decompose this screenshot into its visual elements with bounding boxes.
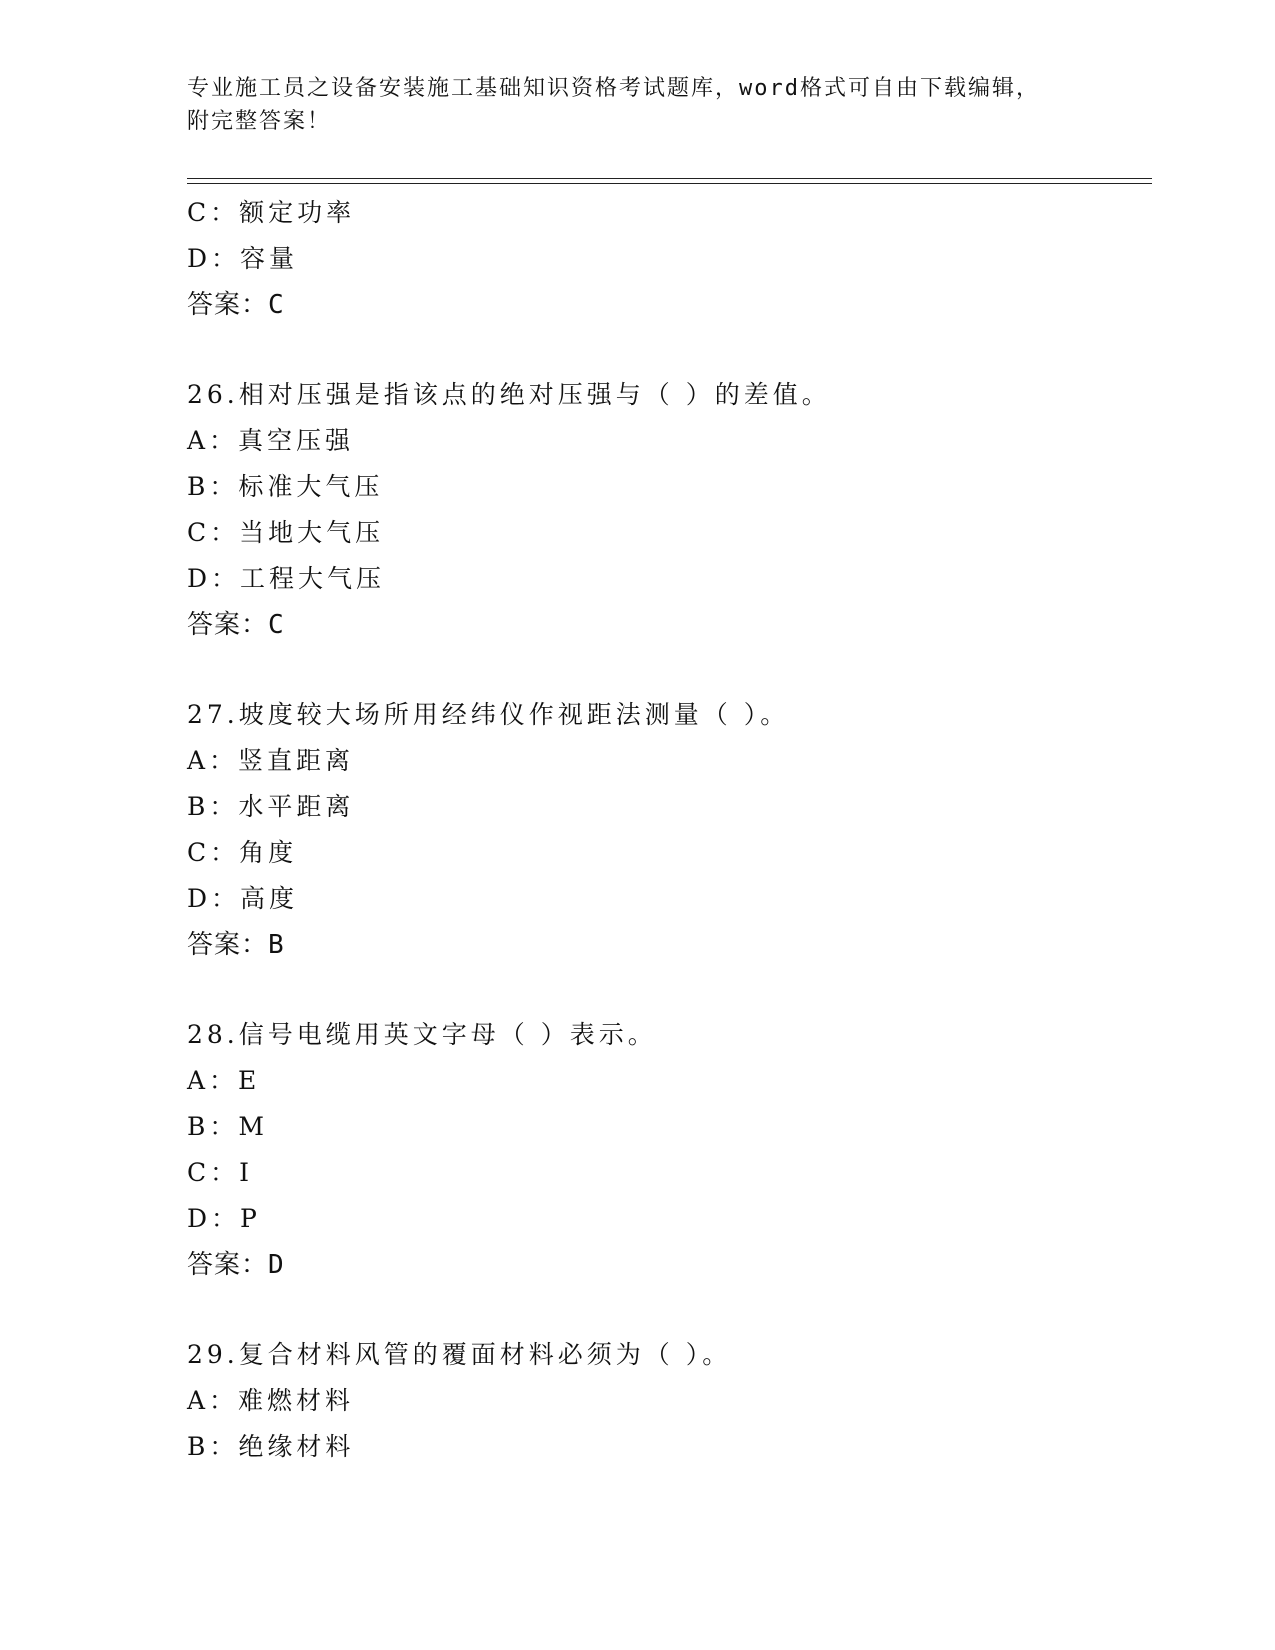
option-a: A：竖直距离 (187, 746, 355, 775)
option-a: A：难燃材料 (187, 1386, 355, 1415)
option-a: A：E (187, 1066, 261, 1095)
question-list (187, 190, 1152, 1470)
header-divider-bottom (187, 183, 1152, 184)
question-stem: 29.复合材料风管的覆面材料必须为（ ）。 (187, 1340, 732, 1369)
header-line-1: 专业施工员之设备安装施工基础知识资格考试题库，word格式可自由下载编辑， (187, 76, 1040, 101)
option-c: C：角度 (187, 838, 298, 867)
answer-line: 答案：C (187, 290, 285, 320)
question-stem: 26.相对压强是指该点的绝对压强与（ ）的差值。 (187, 380, 831, 409)
question-27 (187, 692, 1152, 968)
answer-line: 答案：C (187, 610, 285, 640)
answer-line: 答案：D (187, 1250, 285, 1280)
option-c: C：当地大气压 (187, 518, 385, 547)
option-c: C：I (187, 1158, 254, 1187)
option-c: C：额定功率 (187, 198, 356, 227)
question-29 (187, 1332, 1152, 1470)
option-d: D：高度 (187, 884, 299, 913)
option-b: B：水平距离 (187, 792, 355, 821)
question-stem: 28.信号电缆用英文字母（ ）表示。 (187, 1020, 657, 1049)
option-b: B：M (187, 1112, 268, 1141)
option-d: D：工程大气压 (187, 564, 386, 593)
header-line-2: 附完整答案！ (187, 109, 332, 134)
option-b: B：绝缘材料 (187, 1432, 355, 1461)
document-header (187, 72, 1087, 138)
option-d: D：P (187, 1204, 261, 1233)
question-26 (187, 372, 1152, 648)
option-b: B：标准大气压 (187, 472, 384, 501)
option-d: D：容量 (187, 244, 299, 273)
answer-line: 答案：B (187, 930, 285, 960)
question-stem: 27.坡度较大场所用经纬仪作视距法测量（ ）。 (187, 700, 790, 729)
option-a: A：真空压强 (187, 426, 355, 455)
question-28 (187, 1012, 1152, 1288)
header-divider-top (187, 178, 1152, 179)
partial-question-25 (187, 190, 1152, 328)
